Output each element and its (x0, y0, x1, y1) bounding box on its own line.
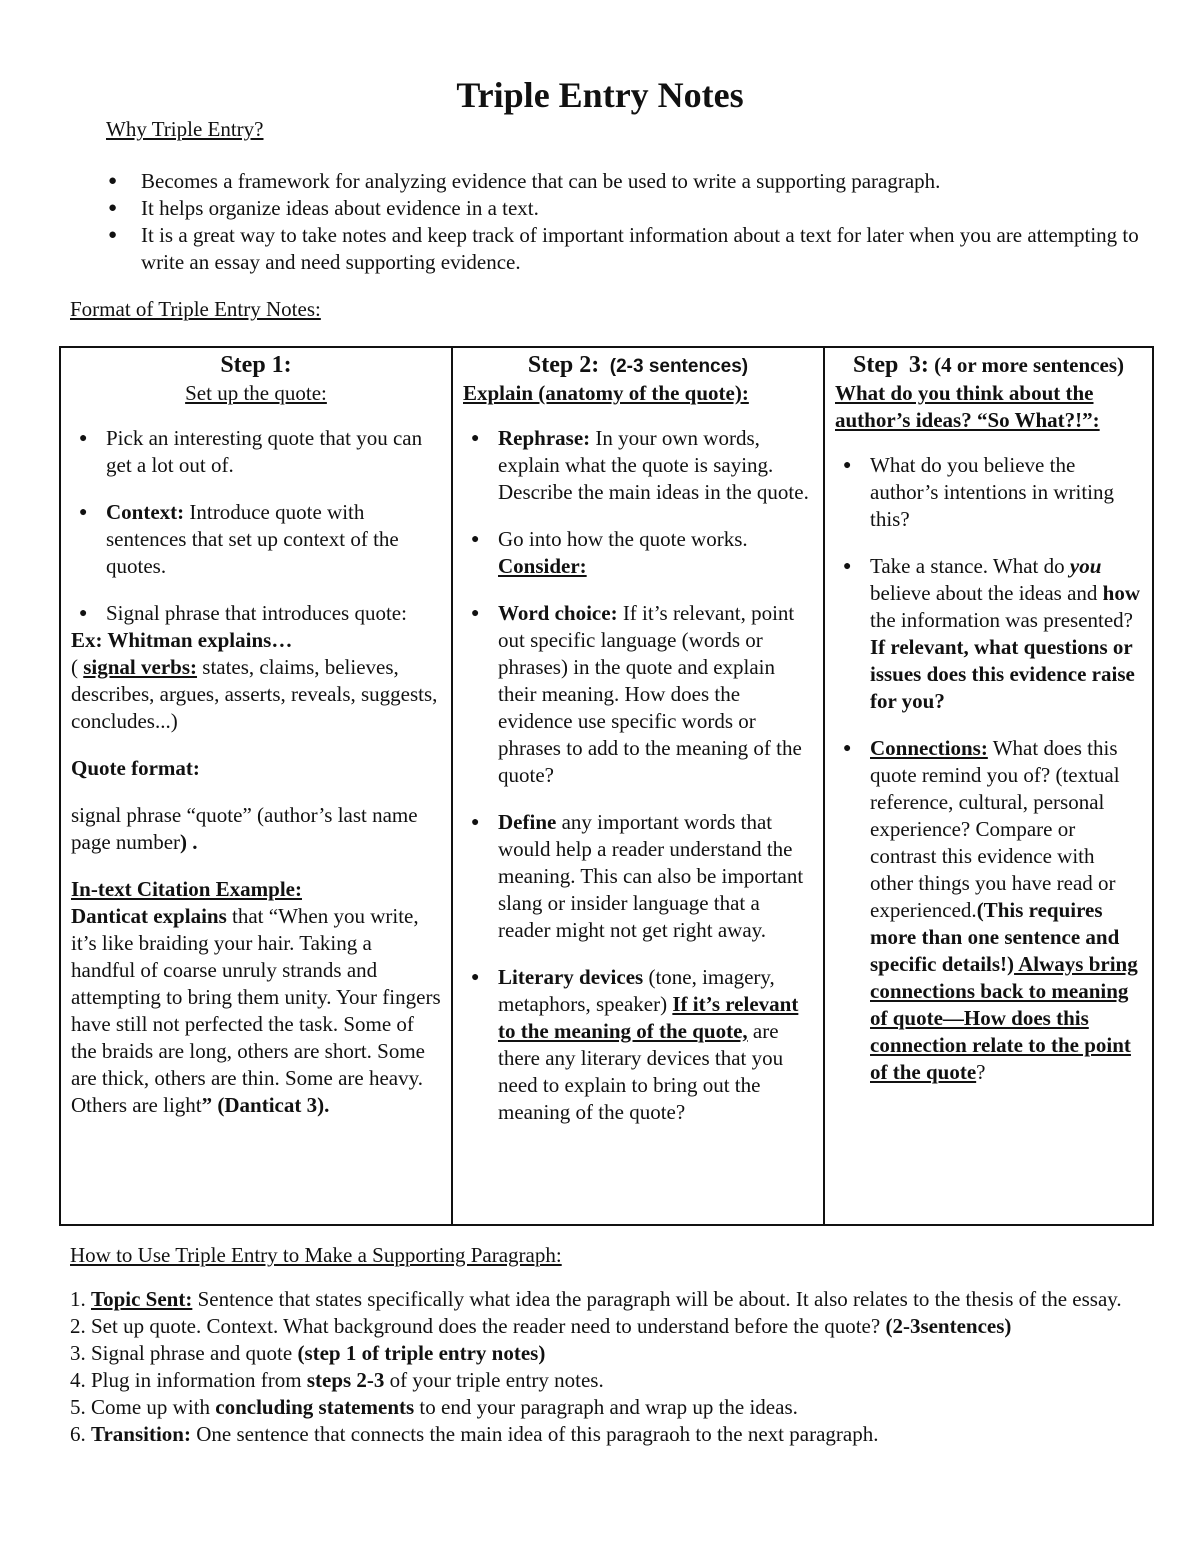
how-step-4-b: of your triple entry notes. (384, 1368, 604, 1392)
how-step-1-text: Sentence that states specifically what idea the paragraph will be about. It also relates to the thesis of the essay. (192, 1287, 1122, 1311)
stance-how: how (1102, 581, 1141, 605)
quote-format-label: Quote format: (71, 756, 200, 780)
list-item (71, 425, 441, 479)
quote-format-body: signal phrase “quote” (author’s last name page number (71, 803, 418, 854)
how-step-2 (70, 1313, 1145, 1340)
step1-context-text: Introduce quote with sentences that set up context of the quotes. (106, 500, 399, 578)
list-item (463, 425, 813, 506)
list-item: ● It helps organize ideas about evidence in a text. (106, 195, 1156, 222)
stance-c: the information was presented? (870, 608, 1133, 632)
how-step-1 (70, 1286, 1145, 1313)
how-step-2-bold: (2-3sentences) (885, 1314, 1012, 1338)
rephrase-text: In your own words, explain what the quote is saying. Describe the main ideas in the quote. (498, 426, 809, 504)
list-item: ● Becomes a framework for analyzing evidence that can be used to write a supporting paragraph. (106, 168, 1156, 195)
how-step-5-bold: concluding statements (215, 1395, 415, 1419)
connections-text: What does this quote remind you of? (textual reference, cultural, personal experience? Compare or contrast this evidence with other things you have read or experienced. (870, 736, 1120, 922)
how-heading: How to Use Triple Entry to Make a Supporting Paragraph: (70, 1243, 562, 1267)
list-item (463, 600, 813, 789)
topic-sent-label: Topic Sent: (91, 1287, 193, 1311)
step1-subtitle: Set up the quote: (185, 381, 327, 405)
list-item: ● It is a great way to take notes and keep track of important information about a text for later when you are attempting to write an essay and need supporting evidence. (106, 222, 1156, 276)
step2-title-note: (2-3 sentences) (609, 356, 749, 377)
list-item (835, 735, 1142, 1086)
literary-devices-tail: are there any literary devices that you need to explain to bring out the meaning of the quote? (498, 1019, 784, 1124)
signal-verbs-text: states, claims, believes, describes, argues, asserts, reveals, suggests, concludes...) (71, 655, 438, 733)
step2-subtitle: Explain (anatomy of the quote): (463, 381, 749, 405)
signal-verbs-label: signal verbs: (83, 655, 198, 679)
how-step-6-text: One sentence that connects the main idea of this paragraoh to the next paragraph. (190, 1422, 879, 1446)
literary-devices-text: (tone, imagery, metaphors, speaker) (498, 965, 775, 1016)
stance-bold: If relevant, what questions or issues does this evidence raise for you? (870, 635, 1135, 713)
how-step-1-num: 1. (70, 1287, 91, 1311)
citation-end: ” (Danticat 3). (201, 1093, 330, 1117)
citation-text: that “When you write, it’s like braiding your hair. Taking a handful of coarse unruly strands and attempting to bring them unity. Your fingers have still not perfected the task. Some of the braids are long, others are short. Some are thick, others are thin. Some are heavy. Others are light (71, 904, 441, 1117)
connections-label: Connections: (870, 736, 988, 760)
step3-title-note: (4 or more sentences) (934, 353, 1124, 377)
list-item (835, 452, 1142, 533)
how-step-5 (70, 1394, 1145, 1421)
signal-verbs-open: ( (71, 655, 84, 679)
steps-table (59, 346, 1154, 1226)
consider-label: Consider: (498, 554, 587, 578)
step1-context-label: Context: (106, 500, 185, 524)
connections-end: ? (976, 1060, 986, 1084)
step1-b3: Signal phrase that introduces quote: (106, 601, 407, 625)
list-item (463, 809, 813, 944)
list-item (835, 553, 1142, 715)
step1-title: Step 1: (220, 352, 292, 378)
word-choice-text: If it’s relevant, point out specific language (words or phrases) in the quote and explain their meaning. How does the evidence use specific words or phrases to add to the meaning of the quote? (498, 601, 802, 787)
step3-subtitle: What do you think about the author’s ideas? “So What?!”: (835, 381, 1100, 432)
stance-you: you (1069, 554, 1102, 578)
literary-devices-bold: If it’s relevant to the meaning of the quote, (498, 992, 799, 1043)
how-step-6-num: 6. (70, 1422, 91, 1446)
list-item (463, 526, 813, 580)
step2-cell (452, 347, 824, 1225)
how-step-5-b: to end your paragraph and wrap up the ideas. (414, 1395, 798, 1419)
how-step-4 (70, 1367, 1145, 1394)
step1-example: Ex: Whitman explains… (71, 628, 293, 652)
citation-heading: In-text Citation Example: (71, 877, 302, 901)
how-step-3-text: 3. Signal phrase and quote (70, 1341, 298, 1365)
step1-cell (60, 347, 452, 1225)
citation-lead: Danticat explains (71, 904, 227, 928)
how-step-3 (70, 1340, 1145, 1367)
list-item (463, 964, 813, 1126)
how-steps (70, 1286, 1145, 1448)
why-list (106, 168, 1156, 276)
format-heading: Format of Triple Entry Notes: (70, 297, 321, 321)
quote-format-text (71, 802, 441, 856)
step3-title-num: 3: (908, 352, 929, 378)
step1-header (71, 350, 441, 407)
citation-example (71, 903, 441, 1119)
word-choice-label: Word choice: (498, 601, 618, 625)
transition-label: Transition: (91, 1422, 191, 1446)
step1-b1: Pick an interesting quote that you can get a lot out of. (106, 426, 423, 477)
literary-devices-label: Literary devices (498, 965, 644, 989)
how-step-5-a: 5. Come up with (70, 1395, 216, 1419)
stance-a: Take a stance. What do (870, 554, 1070, 578)
go-into-text: Go into how the quote works. (498, 527, 748, 551)
how-step-3-bold: (step 1 of triple entry notes) (297, 1341, 546, 1365)
stance-b: believe about the ideas and (870, 581, 1103, 605)
list-item (71, 600, 441, 627)
step3-header (835, 350, 1142, 380)
quote-format-end: ) . (180, 830, 198, 854)
why-heading: Why Triple Entry? (106, 117, 264, 141)
step1-signal-verbs (71, 654, 441, 735)
list-item (71, 499, 441, 580)
step2-list (463, 425, 813, 1126)
connections-bold: (This requires more than one sentence and specific details!) (870, 898, 1120, 976)
rephrase-label: Rephrase: (498, 426, 591, 450)
step2-header (463, 350, 813, 380)
how-step-2-text: 2. Set up quote. Context. What background does the reader need to understand before the quote? (70, 1314, 886, 1338)
define-text: any important words that would help a reader understand the meaning. This can also be important slang or insider language that a reader might not get right away. (498, 810, 804, 942)
how-step-4-bold: steps 2-3 (306, 1368, 385, 1392)
step3-title: Step (852, 352, 899, 378)
step3-list (835, 452, 1142, 1086)
how-step-4-a: 4. Plug in information from (70, 1368, 307, 1392)
connections-bold-underline: Always bring connections back to meaning of quote—How does this connection relate to the point of the quote (870, 952, 1138, 1084)
intentions-text: What do you believe the author’s intentions in writing this? (870, 453, 1115, 531)
define-label: Define (498, 810, 557, 834)
step1-list (71, 425, 441, 627)
step3-cell (824, 347, 1153, 1225)
page-title: Triple Entry Notes (456, 75, 744, 115)
step2-title: Step 2: (527, 352, 600, 378)
how-step-6 (70, 1421, 1145, 1448)
